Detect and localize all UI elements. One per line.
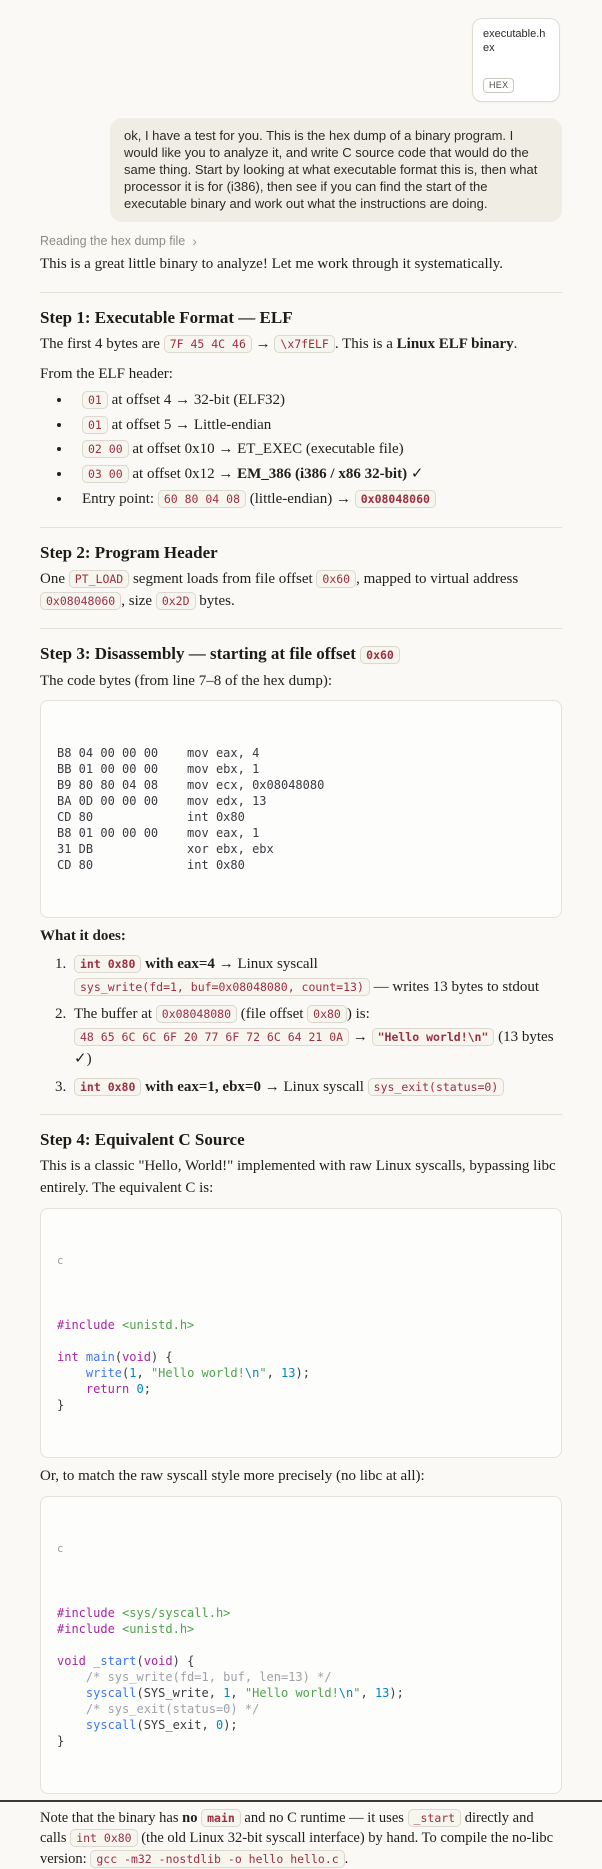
code-line: /* sys_exit(status=0) */ — [85, 1701, 260, 1716]
bold-text: with eax=1, ebx=0 — [145, 1078, 261, 1095]
chevron-right-icon: › — [192, 233, 197, 250]
disassembly-code — [57, 745, 545, 873]
c-libc-code — [57, 1317, 545, 1413]
inline-code: 0x2D — [156, 592, 196, 610]
attachment-type-badge: HEX — [483, 78, 514, 93]
inline-code: 60 80 04 08 — [158, 490, 246, 508]
code-line: int main(void) { — [57, 1349, 173, 1364]
divider — [40, 628, 562, 629]
step2-paragraph: One PT_LOAD segment loads from file offset 0x60 , mapped to virtual address 0x08048060 , size 0x2D bytes. — [40, 570, 519, 609]
step4-heading: Step 4: Equivalent C Source — [40, 1130, 245, 1150]
step3-paragraph: The code bytes (from line 7–8 of the hex dump): — [40, 672, 333, 689]
divider — [40, 292, 562, 293]
numbered-item: 3. int 0x80 with eax=1, ebx=0 → Linux syscall sys_exit(status=0) — [70, 1076, 562, 1099]
bullet-item: • 03 00 at offset 0x12 → EM_386 (i386 / x86 32-bit) ✓ — [72, 464, 562, 486]
code-line: CD 80 int 0x80 — [57, 810, 245, 825]
inline-code: gcc -m32 -nostdlib -o hello hello.c — [90, 1850, 344, 1868]
closing-note: Note that the binary has no main and no C runtime — it uses _start directly and calls int 0x80 (the old Linux 32-bit syscall interface) by hand. To compile the no-libc version: gcc -m32 -nostdlib -o hello hello.c . — [40, 1809, 554, 1867]
code-line: #include <unistd.h> — [57, 1621, 195, 1636]
inline-code: sys_exit(status=0) — [368, 1078, 505, 1096]
inline-code: 0x80 — [307, 1005, 347, 1023]
code-line — [57, 1333, 545, 1349]
inline-code: int 0x80 — [74, 955, 141, 973]
bullet-item: • 02 00 at offset 0x10 → ET_EXEC (executable file) — [72, 439, 562, 461]
c-nolibc-code — [57, 1605, 545, 1749]
inline-code: sys_write(fd=1, buf=0x08048080, count=13) — [74, 978, 370, 996]
step4-paragraph1: This is a classic "Hello, World!" implemented with raw Linux syscalls, bypassing libc entirely. The equivalent C is: — [40, 1158, 556, 1197]
code-line: 31 DB xor ebx, ebx — [57, 842, 274, 857]
inline-code: _start — [408, 1809, 462, 1827]
user-message — [110, 118, 562, 222]
what-it-does-list — [40, 953, 562, 1098]
code-line: } — [57, 1397, 65, 1412]
bottom-divider — [0, 1800, 602, 1802]
code-line: B9 80 80 04 08 mov ecx, 0x08048080 — [57, 778, 325, 793]
code-line: B8 01 00 00 00 mov eax, 1 — [57, 826, 260, 841]
code-language-label: c — [57, 1254, 64, 1267]
inline-code: 0x60 — [316, 570, 356, 588]
inline-code: 01 — [82, 416, 108, 434]
bold-text: Linux ELF binary — [396, 336, 514, 353]
divider — [40, 1114, 562, 1115]
code-line: #include <sys/syscall.h> — [57, 1605, 231, 1620]
user-message-text: ok, I have a test for you. This is the hex dump of a binary program. I would like you to analyze it, and write C source code that would do the same thing. Start by looking at what executable format this is, then what processor it is for (i386), then see if you can find the start of the executable binary and work out what the instructions are doing. — [124, 128, 538, 211]
code-line: B8 04 00 00 00 mov eax, 4 — [57, 746, 260, 761]
step3-heading: Step 3: Disassembly — starting at file offset 0x60 — [40, 643, 562, 664]
thinking-label: Reading the hex dump file — [40, 234, 186, 249]
inline-code: int 0x80 — [70, 1829, 137, 1847]
code-line: syscall(SYS_write, 1, "Hello world!\n", 13); — [85, 1685, 404, 1700]
code-line: #include <unistd.h> — [57, 1317, 195, 1332]
code-line: syscall(SYS_exit, 0); — [85, 1717, 238, 1732]
inline-code: int 0x80 — [74, 1078, 141, 1096]
code-line: BB 01 00 00 00 mov ebx, 1 — [57, 762, 260, 777]
code-line: } — [57, 1733, 65, 1748]
bullet-item: • 01 at offset 4 → 32-bit (ELF32) — [72, 390, 562, 412]
attachment-card[interactable] — [472, 18, 560, 102]
inline-code: 0x08048060 — [355, 490, 436, 508]
bold-text: no — [182, 1809, 198, 1826]
thinking-toggle[interactable] — [40, 234, 197, 248]
step1-paragraph2: From the ELF header: — [40, 366, 173, 383]
numbered-item: 1. int 0x80 with eax=4 → Linux syscall sys_write(fd=1, buf=0x08048080, count=13) — writes 13 bytes to stdout — [70, 953, 562, 998]
chat-page — [0, 18, 602, 1869]
assistant-intro: This is a great little binary to analyze! Let me work through it systematically. — [40, 256, 504, 273]
code-line: return 0; — [85, 1381, 151, 1396]
step1-heading: Step 1: Executable Format — ELF — [40, 308, 293, 328]
step4-paragraph2: Or, to match the raw syscall style more precisely (no libc at all): — [40, 1467, 425, 1484]
bold-text: EM_386 (i386 / x86 32-bit) — [237, 466, 408, 483]
numbered-item: 2. The buffer at 0x08048080 (file offset 0x80 ) is: 48 65 6C 6C 6F 20 77 6F 72 6C 64 21 0A → "Hello world!\n" (13 bytes ✓) — [70, 1003, 562, 1071]
code-line: CD 80 int 0x80 — [57, 858, 245, 873]
inline-code: PT_LOAD — [69, 570, 129, 588]
inline-code: 01 — [82, 391, 108, 409]
code-block-c-nolibc — [40, 1496, 562, 1794]
inline-code: "Hello world!\n" — [372, 1028, 495, 1046]
elf-header-list — [40, 390, 562, 511]
inline-code: 0x08048080 — [156, 1005, 237, 1023]
inline-code: 7F 45 4C 46 — [164, 335, 252, 353]
bullet-item: • 01 at offset 5 → Little-endian — [72, 415, 562, 437]
code-block-disassembly — [40, 700, 562, 918]
inline-code: 48 65 6C 6C 6F 20 77 6F 72 6C 64 21 0A — [74, 1028, 349, 1046]
inline-code: 0x08048060 — [40, 592, 121, 610]
divider — [40, 527, 562, 528]
inline-code: 02 00 — [82, 440, 129, 458]
inline-code: 0x60 — [360, 646, 400, 664]
code-line: void _start(void) { — [57, 1653, 195, 1668]
inline-code: main — [201, 1809, 241, 1827]
code-language-label: c — [57, 1542, 64, 1555]
what-it-does-label: What it does: — [40, 928, 126, 945]
bullet-item: • Entry point: 60 80 04 08 (little-endian) → 0x08048060 — [72, 489, 562, 511]
code-line — [57, 1637, 545, 1653]
inline-code: \x7fELF — [274, 335, 334, 353]
step1-paragraph: The first 4 bytes are 7F 45 4C 46 → \x7fELF . This is a Linux ELF binary. — [40, 336, 518, 353]
attachment-filename: executable.hex — [483, 28, 546, 54]
step2-heading: Step 2: Program Header — [40, 542, 218, 562]
bold-text: with eax=4 — [145, 956, 215, 973]
code-line: BA 0D 00 00 00 mov edx, 13 — [57, 794, 267, 809]
code-line: /* sys_write(fd=1, buf, len=13) */ — [85, 1669, 332, 1684]
code-line: write(1, "Hello world!\n", 13); — [85, 1365, 310, 1380]
inline-code: 03 00 — [82, 465, 129, 483]
code-block-c-libc — [40, 1208, 562, 1458]
